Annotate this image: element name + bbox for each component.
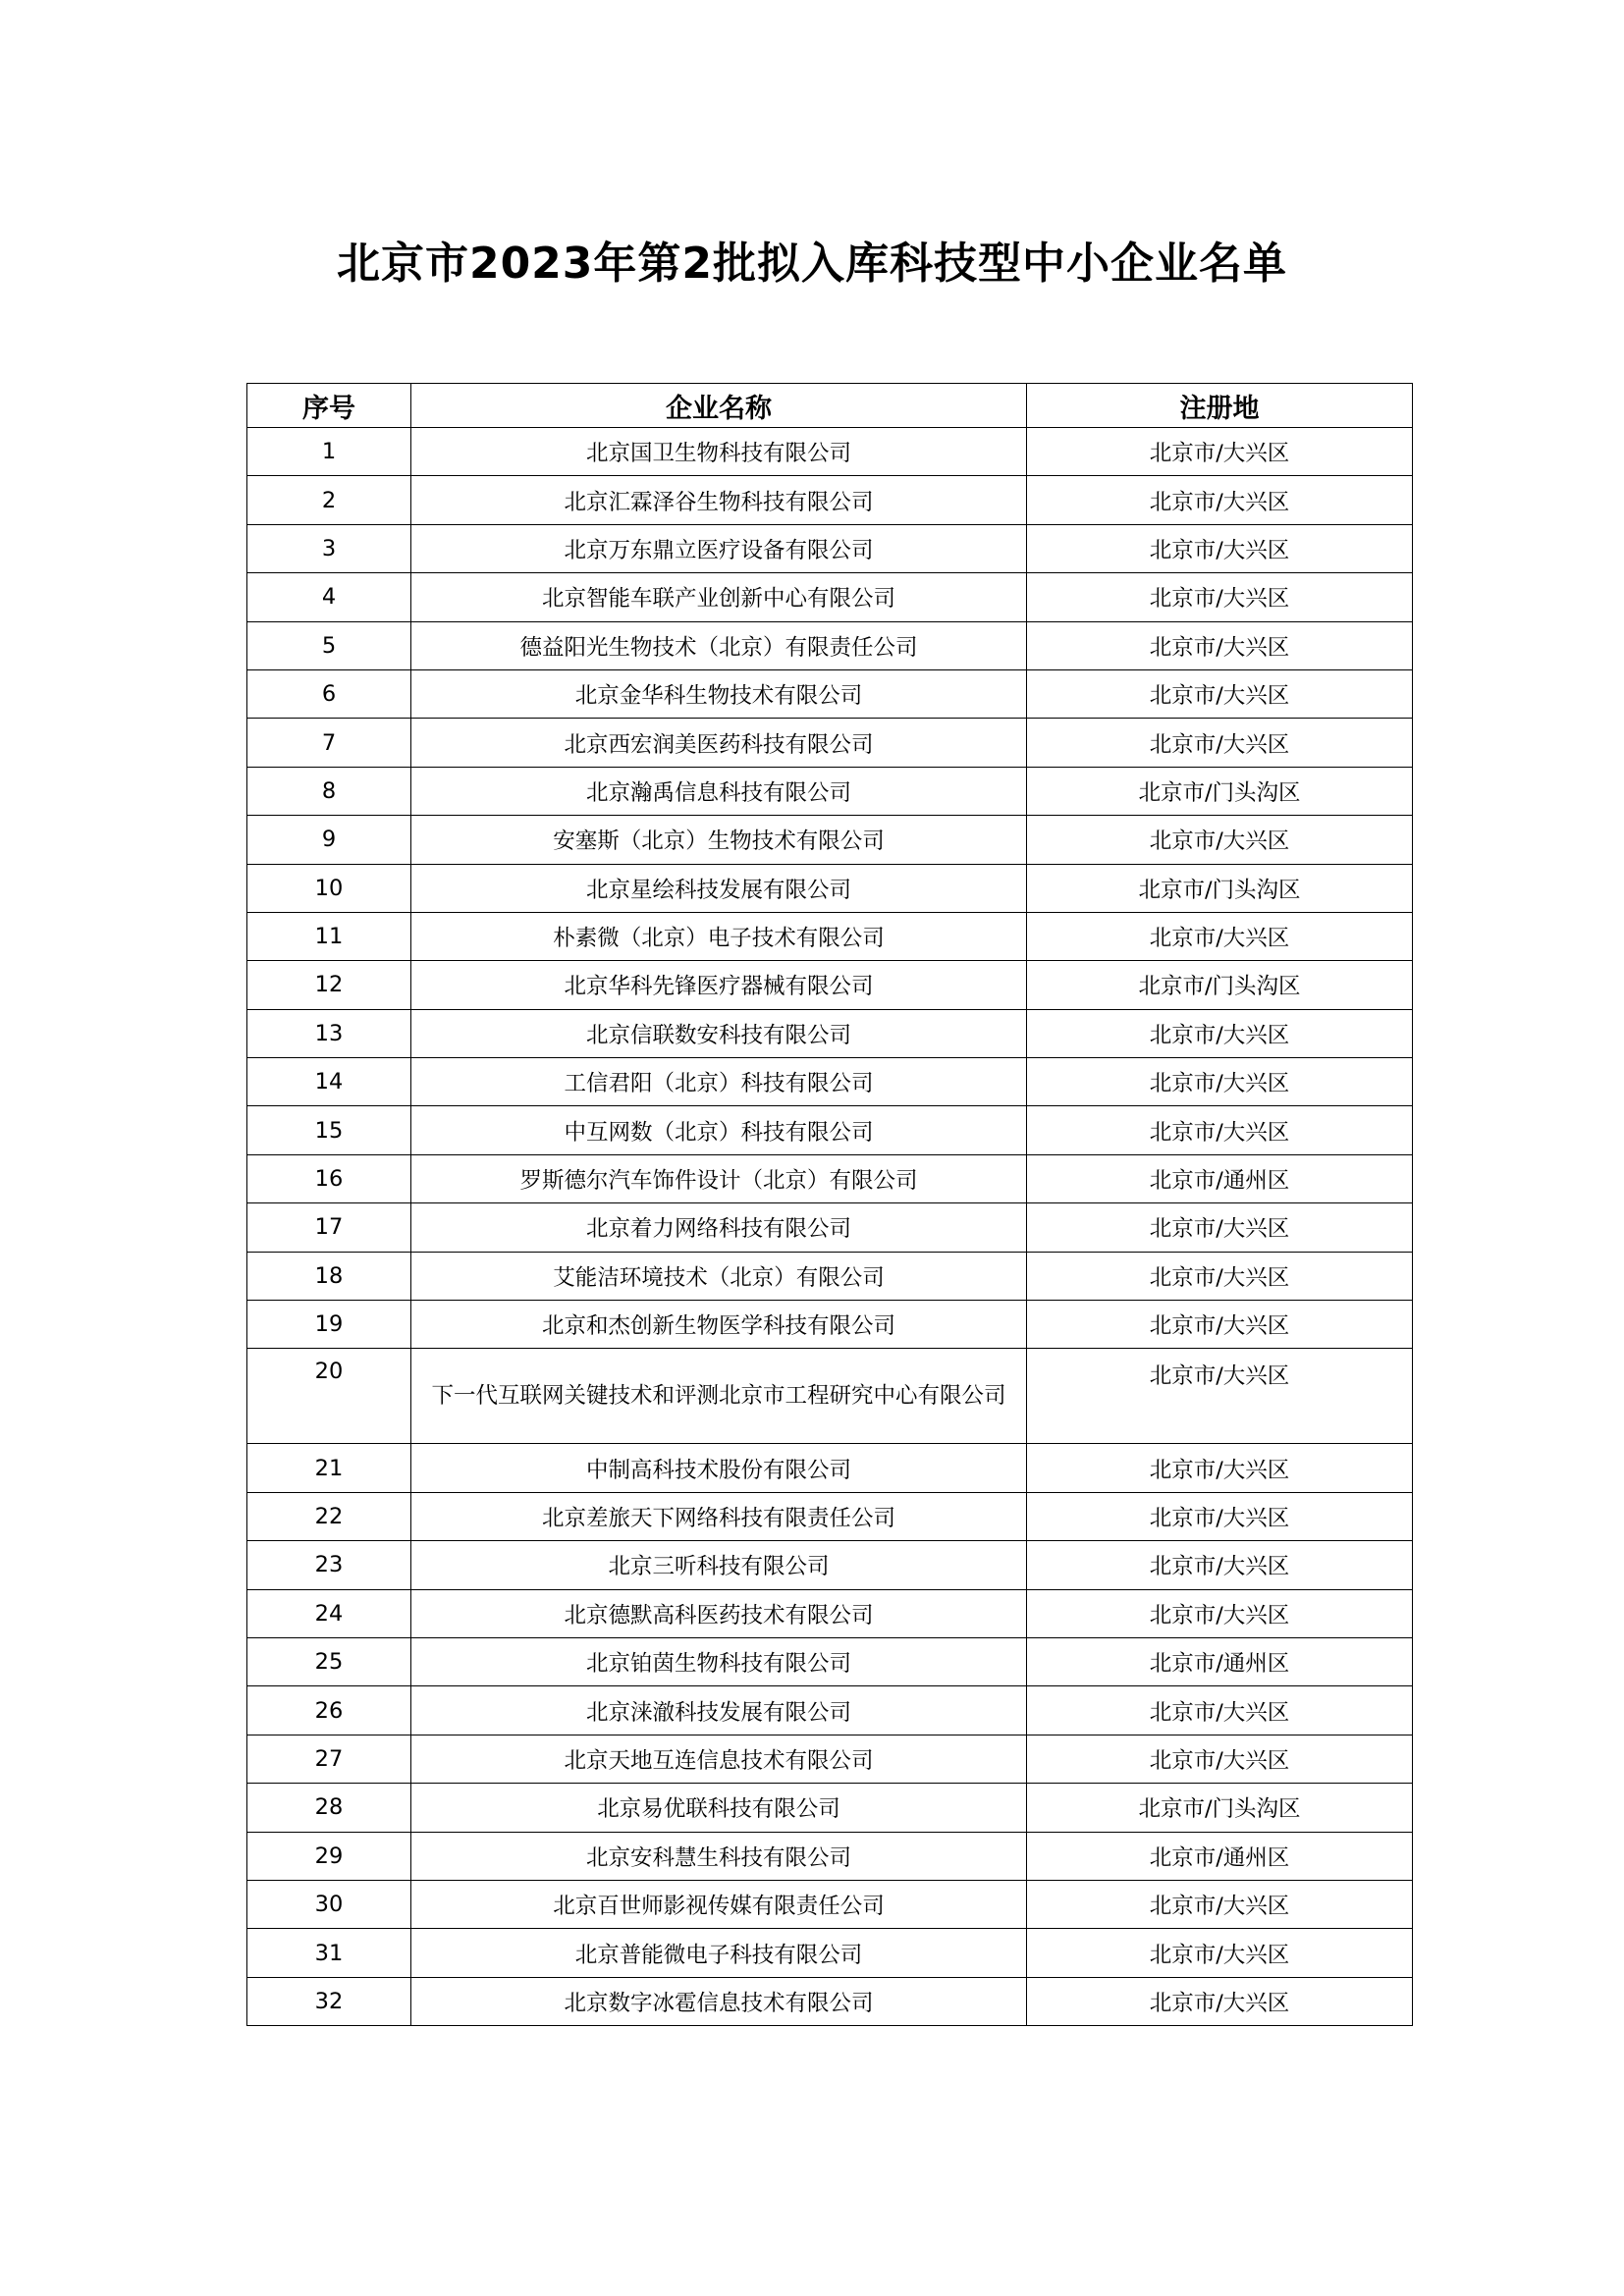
row-company-name: 北京安科慧生科技有限公司: [411, 1832, 1027, 1880]
row-registration: 北京市/大兴区: [1027, 1252, 1413, 1300]
row-company-name: 罗斯德尔汽车饰件设计（北京）有限公司: [411, 1154, 1027, 1202]
row-index: 19: [247, 1301, 411, 1349]
row-company-name: 朴素微（北京）电子技术有限公司: [411, 912, 1027, 960]
row-index: 30: [247, 1880, 411, 1928]
row-registration: 北京市/大兴区: [1027, 1880, 1413, 1928]
row-index: 26: [247, 1686, 411, 1735]
row-registration: 北京市/大兴区: [1027, 1444, 1413, 1492]
table-row: [247, 1009, 1413, 1057]
row-company-name: 北京万东鼎立医疗设备有限公司: [411, 524, 1027, 572]
row-company-name: 中制高科技术股份有限公司: [411, 1444, 1027, 1492]
table-row: [247, 961, 1413, 1009]
row-company-name: 艾能洁环境技术（北京）有限公司: [411, 1252, 1027, 1300]
row-registration: 北京市/大兴区: [1027, 1058, 1413, 1106]
header-company-name: 企业名称: [411, 384, 1027, 428]
row-company-name: 北京德默高科医药技术有限公司: [411, 1589, 1027, 1637]
row-index: 22: [247, 1492, 411, 1540]
row-company-name: 北京华科先锋医疗器械有限公司: [411, 961, 1027, 1009]
row-company-name: 北京瀚禹信息科技有限公司: [411, 767, 1027, 815]
table-row: [247, 1252, 1413, 1300]
row-company-name: 北京普能微电子科技有限公司: [411, 1929, 1027, 1977]
row-registration: 北京市/门头沟区: [1027, 864, 1413, 912]
row-registration: 北京市/大兴区: [1027, 573, 1413, 621]
table-row: [247, 1929, 1413, 1977]
table-row: [247, 1058, 1413, 1106]
row-registration: 北京市/门头沟区: [1027, 767, 1413, 815]
row-index: 9: [247, 816, 411, 864]
row-registration: 北京市/大兴区: [1027, 1686, 1413, 1735]
table-row: [247, 864, 1413, 912]
row-company-name: 北京百世师影视传媒有限责任公司: [411, 1880, 1027, 1928]
row-index: 27: [247, 1735, 411, 1783]
row-company-name: 北京着力网络科技有限公司: [411, 1203, 1027, 1252]
header-registration: 注册地: [1027, 384, 1413, 428]
table-row: [247, 1301, 1413, 1349]
row-company-name: 中互网数（北京）科技有限公司: [411, 1106, 1027, 1154]
header-index: 序号: [247, 384, 411, 428]
table-row: [247, 1492, 1413, 1540]
table-row: [247, 1541, 1413, 1589]
row-index: 7: [247, 719, 411, 767]
table-row: [247, 719, 1413, 767]
row-index: 4: [247, 573, 411, 621]
row-registration: 北京市/大兴区: [1027, 912, 1413, 960]
row-registration: 北京市/通州区: [1027, 1637, 1413, 1685]
row-company-name: 北京国卫生物科技有限公司: [411, 428, 1027, 476]
row-index: 21: [247, 1444, 411, 1492]
row-index: 10: [247, 864, 411, 912]
table-row: [247, 621, 1413, 669]
row-company-name: 北京铂茵生物科技有限公司: [411, 1637, 1027, 1685]
row-index: 17: [247, 1203, 411, 1252]
row-company-name: 工信君阳（北京）科技有限公司: [411, 1058, 1027, 1106]
row-registration: 北京市/大兴区: [1027, 1541, 1413, 1589]
row-index: 3: [247, 524, 411, 572]
row-index: 32: [247, 1977, 411, 2025]
row-index: 18: [247, 1252, 411, 1300]
row-index: 15: [247, 1106, 411, 1154]
table-row: [247, 573, 1413, 621]
row-company-name: 北京差旅天下网络科技有限责任公司: [411, 1492, 1027, 1540]
row-company-name: 德益阳光生物技术（北京）有限责任公司: [411, 621, 1027, 669]
row-registration: 北京市/门头沟区: [1027, 1784, 1413, 1832]
row-index: 1: [247, 428, 411, 476]
table-row: [247, 1444, 1413, 1492]
table-row: [247, 1154, 1413, 1202]
row-company-name: 北京易优联科技有限公司: [411, 1784, 1027, 1832]
row-registration: 北京市/大兴区: [1027, 1203, 1413, 1252]
row-company-name: 北京涞澈科技发展有限公司: [411, 1686, 1027, 1735]
row-registration: 北京市/大兴区: [1027, 669, 1413, 718]
row-company-name: 北京智能车联产业创新中心有限公司: [411, 573, 1027, 621]
row-registration: 北京市/大兴区: [1027, 428, 1413, 476]
row-index: 14: [247, 1058, 411, 1106]
row-index: 31: [247, 1929, 411, 1977]
row-registration: 北京市/大兴区: [1027, 524, 1413, 572]
table-row: [247, 1735, 1413, 1783]
table-row: [247, 1637, 1413, 1685]
row-company-name: 北京西宏润美医药科技有限公司: [411, 719, 1027, 767]
row-registration: 北京市/大兴区: [1027, 1977, 1413, 2025]
table-row: [247, 767, 1413, 815]
row-company-name: 北京数字冰雹信息技术有限公司: [411, 1977, 1027, 2025]
row-registration: 北京市/大兴区: [1027, 1492, 1413, 1540]
table-row: [247, 476, 1413, 524]
row-registration: 北京市/大兴区: [1027, 621, 1413, 669]
table-row: [247, 524, 1413, 572]
row-company-name: 北京汇霖泽谷生物科技有限公司: [411, 476, 1027, 524]
table-row: [247, 1106, 1413, 1154]
row-index: 24: [247, 1589, 411, 1637]
row-registration: 北京市/大兴区: [1027, 1929, 1413, 1977]
table-row: [247, 1784, 1413, 1832]
table-row: [247, 428, 1413, 476]
row-index: 11: [247, 912, 411, 960]
table-row: [247, 816, 1413, 864]
row-registration: 北京市/大兴区: [1027, 476, 1413, 524]
row-index: 13: [247, 1009, 411, 1057]
table-row: [247, 1203, 1413, 1252]
row-index: 16: [247, 1154, 411, 1202]
row-registration: 北京市/大兴区: [1027, 1349, 1413, 1444]
table-row: [247, 669, 1413, 718]
row-registration: 北京市/大兴区: [1027, 816, 1413, 864]
table-row: [247, 1977, 1413, 2025]
row-registration: 北京市/大兴区: [1027, 1009, 1413, 1057]
row-registration: 北京市/大兴区: [1027, 1301, 1413, 1349]
row-index: 8: [247, 767, 411, 815]
row-index: 25: [247, 1637, 411, 1685]
table-row: [247, 1589, 1413, 1637]
table-row: [247, 912, 1413, 960]
row-company-name: 下一代互联网关键技术和评测北京市工程研究中心有限公司: [411, 1349, 1027, 1444]
row-index: 5: [247, 621, 411, 669]
row-registration: 北京市/门头沟区: [1027, 961, 1413, 1009]
table-row: [247, 1880, 1413, 1928]
row-index: 12: [247, 961, 411, 1009]
table-row: [247, 1686, 1413, 1735]
row-registration: 北京市/大兴区: [1027, 1735, 1413, 1783]
row-company-name: 北京金华科生物技术有限公司: [411, 669, 1027, 718]
row-index: 28: [247, 1784, 411, 1832]
table-row: [247, 1349, 1413, 1444]
row-registration: 北京市/通州区: [1027, 1154, 1413, 1202]
row-registration: 北京市/通州区: [1027, 1832, 1413, 1880]
row-company-name: 北京星绘科技发展有限公司: [411, 864, 1027, 912]
row-company-name: 北京三听科技有限公司: [411, 1541, 1027, 1589]
row-company-name: 北京天地互连信息技术有限公司: [411, 1735, 1027, 1783]
row-index: 20: [247, 1349, 411, 1444]
row-registration: 北京市/大兴区: [1027, 1106, 1413, 1154]
row-registration: 北京市/大兴区: [1027, 719, 1413, 767]
row-registration: 北京市/大兴区: [1027, 1589, 1413, 1637]
document-title: 北京市2023年第2批拟入库科技型中小企业名单: [336, 239, 1288, 289]
row-index: 2: [247, 476, 411, 524]
row-index: 6: [247, 669, 411, 718]
table-header-row: [247, 384, 1413, 428]
table-row: [247, 1832, 1413, 1880]
enterprise-table: [246, 383, 1413, 2026]
row-company-name: 北京和杰创新生物医学科技有限公司: [411, 1301, 1027, 1349]
row-company-name: 北京信联数安科技有限公司: [411, 1009, 1027, 1057]
row-index: 29: [247, 1832, 411, 1880]
row-index: 23: [247, 1541, 411, 1589]
row-company-name: 安塞斯（北京）生物技术有限公司: [411, 816, 1027, 864]
